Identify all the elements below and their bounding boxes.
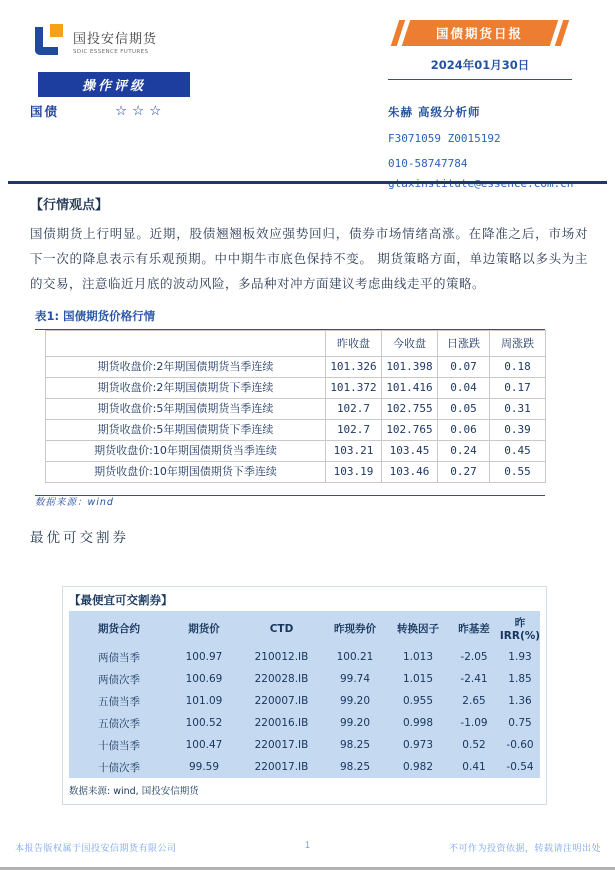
table-cell: 99.20 <box>339 695 371 707</box>
table-row <box>46 441 546 462</box>
table-cell: 0.973 <box>402 739 434 751</box>
logo-orange-shape <box>50 24 63 37</box>
table-row <box>69 756 542 778</box>
table1-caption: 表1: 国债期货价格行情 <box>35 308 545 330</box>
table-cell: 五债当季 <box>98 695 140 708</box>
analyst-name: 朱赫 高级分析师 <box>388 105 481 119</box>
table-cell: 十债当季 <box>98 739 140 752</box>
analyst-license: F3071059 Z0015192 <box>388 132 501 145</box>
table-cell: 1.013 <box>402 651 434 663</box>
footer-copyright: 本报告版权属于国投安信期货有限公司 <box>15 844 177 854</box>
table-cell: 十债次季 <box>98 761 140 774</box>
company-logo-icon <box>35 24 66 55</box>
report-date-row <box>388 54 572 80</box>
table-cell: 99.74 <box>339 673 371 685</box>
table-cell: 100.47 <box>185 739 223 751</box>
rating-stars: ☆☆☆ <box>115 103 167 119</box>
column-header: 日涨跌 <box>438 331 490 357</box>
table-cell: 期货收盘价:5年期国债期货下季连续 <box>46 420 326 441</box>
report-header-right <box>388 20 572 190</box>
viewpoint-heading: 【行情观点】 <box>30 198 109 213</box>
table-cell: 期货收盘价:5年期国债期货当季连续 <box>46 399 326 420</box>
table-cell: 103.45 <box>382 441 438 462</box>
table-cell: -0.60 <box>506 739 534 751</box>
table-cell: 0.24 <box>438 441 490 462</box>
table-cell: 0.41 <box>462 761 486 773</box>
futures-price-table <box>45 330 546 483</box>
table-cell: 0.955 <box>402 695 434 707</box>
table-cell: -2.41 <box>460 673 488 685</box>
table-cell: 100.97 <box>185 651 223 663</box>
table-cell: 期货收盘价:10年期国债期货当季连续 <box>46 441 326 462</box>
table-cell: 五债次季 <box>98 717 140 730</box>
table-cell: 102.7 <box>326 399 382 420</box>
table-header-row <box>46 331 546 357</box>
column-header: 期货合约 <box>98 623 140 635</box>
section-title-cheapest: 最优可交割券 <box>30 530 129 546</box>
cheapest-deliverable-table <box>69 611 542 778</box>
table-row <box>69 668 542 690</box>
report-title <box>402 20 558 46</box>
table-row <box>69 690 542 712</box>
table-cell: 101.372 <box>326 378 382 399</box>
futures-price-figure <box>35 308 545 496</box>
table-cell: 100.21 <box>336 651 374 663</box>
table-cell: 98.25 <box>339 739 371 751</box>
table-cell: -2.05 <box>460 651 488 663</box>
table-cell: 0.55 <box>490 462 546 483</box>
table-cell: 102.7 <box>326 420 382 441</box>
company-name-cn: 国投安信期货 <box>73 32 158 47</box>
table-cell: 期货收盘价:10年期国债期货下季连续 <box>46 462 326 483</box>
table-cell: 1.85 <box>508 673 532 685</box>
table-cell: 1.36 <box>508 695 532 707</box>
table-cell: 1.015 <box>402 673 434 685</box>
table-cell: 0.52 <box>462 739 486 751</box>
table1-source: 数据来源：wind <box>35 497 114 508</box>
table-cell: 1.93 <box>508 651 532 663</box>
table-cell: 220007.IB <box>254 695 309 707</box>
table-row <box>46 357 546 378</box>
column-header: 今收盘 <box>382 331 438 357</box>
table-cell: 期货收盘价:2年期国债期货下季连续 <box>46 378 326 399</box>
cheapest-deliverable-box <box>62 586 547 805</box>
column-header: 昨基差 <box>458 623 490 635</box>
table-cell: 101.416 <box>382 378 438 399</box>
product-name: 国债 <box>30 104 60 119</box>
table-cell: 期货收盘价:2年期国债期货当季连续 <box>46 357 326 378</box>
table-cell: 210012.IB <box>254 651 309 663</box>
table-cell: 220028.IB <box>254 673 309 685</box>
table-cell: 0.998 <box>402 717 434 729</box>
table-cell: 103.46 <box>382 462 438 483</box>
column-header: 期货价 <box>188 623 220 635</box>
viewpoint-body: 国债期货上行明显。近期，股债翘翘板效应强势回归，债券市场情绪高涨。在降准之后，市场对下一次的降息表示有乐观预期。中中期牛市底色保持不变。 期货策略方面，单边策略以多头为主的交易，注意临近月底的波动风险，多品种对冲方面建议考虑曲线走平的策略。 <box>30 226 588 291</box>
table-cell: 102.755 <box>382 399 438 420</box>
company-name-en: SDIC ESSENCE FUTURES <box>73 49 149 55</box>
table-cell: 0.75 <box>508 717 532 729</box>
table-cell: 0.27 <box>438 462 490 483</box>
table-cell: 0.31 <box>490 399 546 420</box>
table-row <box>69 734 542 756</box>
column-header: 昨收盘 <box>326 331 382 357</box>
table-cell: 0.18 <box>490 357 546 378</box>
table-header-row <box>69 611 542 646</box>
product-rating-row <box>30 102 166 120</box>
table-cell: 0.06 <box>438 420 490 441</box>
table-cell: 100.69 <box>185 673 223 685</box>
table-cell: 220017.IB <box>254 761 309 773</box>
table-cell: 103.21 <box>326 441 382 462</box>
table2-background <box>69 611 540 778</box>
table-cell: 两债次季 <box>98 673 140 686</box>
table-cell: 0.982 <box>402 761 434 773</box>
table-cell: 101.398 <box>382 357 438 378</box>
table-cell: 99.20 <box>339 717 371 729</box>
column-header: 周涨跌 <box>490 331 546 357</box>
table-cell: 220016.IB <box>254 717 309 729</box>
report-title-text: 国债期货日报 <box>436 26 524 41</box>
table-cell: 98.25 <box>339 761 371 773</box>
table-cell: 两债当季 <box>98 651 140 664</box>
table-cell: 0.39 <box>490 420 546 441</box>
column-header: 转换因子 <box>397 623 439 635</box>
table-row <box>69 712 542 734</box>
table-row <box>46 378 546 399</box>
viewpoint-section <box>30 194 588 296</box>
table-cell: 102.765 <box>382 420 438 441</box>
table2-title: 【最便宜可交割券】 <box>69 593 173 607</box>
table-row <box>46 462 546 483</box>
rating-box: 操作评级 <box>38 72 190 97</box>
table2-source: 数据来源: wind, 国投安信期货 <box>69 786 199 797</box>
table-cell: 101.09 <box>185 695 223 707</box>
company-logo <box>35 24 157 55</box>
table-row <box>46 399 546 420</box>
table-cell: 101.326 <box>326 357 382 378</box>
column-header <box>46 331 326 357</box>
table-cell: 2.65 <box>462 695 486 707</box>
table-cell: 0.05 <box>438 399 490 420</box>
column-header: CTD <box>269 622 294 635</box>
company-name-block <box>73 24 157 55</box>
table-cell: 0.45 <box>490 441 546 462</box>
report-date: 2024年01月30日 <box>430 58 530 72</box>
table-cell: 0.04 <box>438 378 490 399</box>
report-title-banner <box>388 20 572 46</box>
table-row <box>69 646 542 668</box>
header-divider <box>8 181 607 184</box>
page-number: 1 <box>304 841 311 851</box>
table-cell: 0.07 <box>438 357 490 378</box>
page-footer <box>0 841 615 857</box>
table-cell: 220017.IB <box>254 739 309 751</box>
table-row <box>46 420 546 441</box>
table-cell: 103.19 <box>326 462 382 483</box>
table-cell: 0.17 <box>490 378 546 399</box>
table-cell: -0.54 <box>506 761 534 773</box>
column-header: 昨现券价 <box>334 623 376 635</box>
column-header: 昨IRR(%) <box>499 617 541 642</box>
analyst-phone: 010-58747784 <box>388 157 468 170</box>
table-cell: -1.09 <box>460 717 488 729</box>
footer-disclaimer: 不可作为投资依据，转载请注明出处 <box>448 844 601 854</box>
table-cell: 100.52 <box>185 717 223 729</box>
table-cell: 99.59 <box>188 761 220 773</box>
